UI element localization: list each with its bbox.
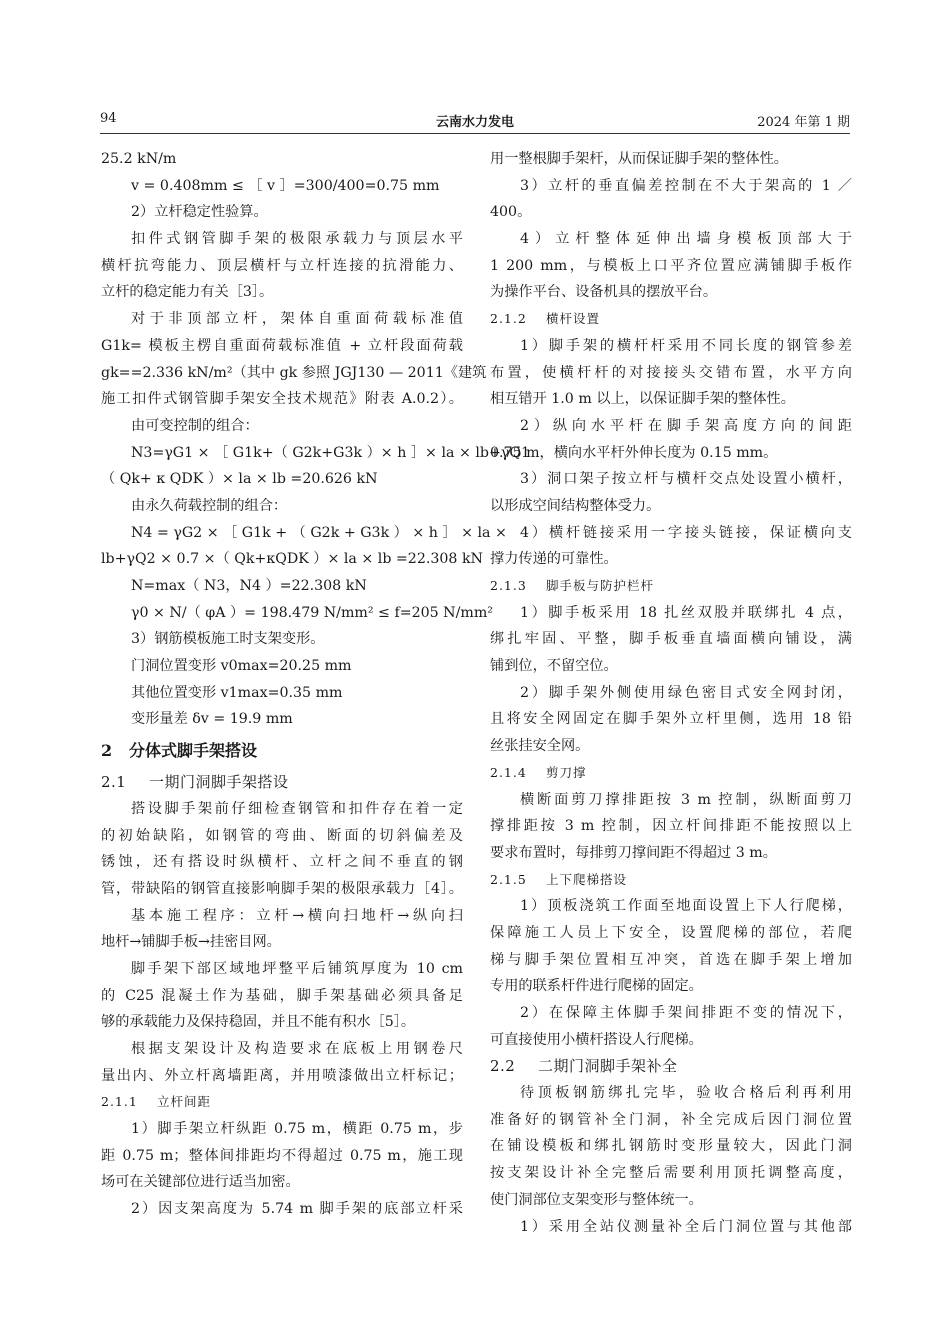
text-line: 1）脚手架立杆纵距 0.75 m，横距 0.75 m，步 [131, 1121, 463, 1138]
text-line: 铺到位，不留空位。 [490, 658, 618, 675]
text-line: 使门洞部位支架变形与整体统一。 [490, 1191, 703, 1208]
running-header [100, 111, 850, 134]
text-line: 0.75 m，横向水平杆外伸长度为 0.15 mm。 [490, 444, 778, 461]
text-line: 以形成空间结构整体受力。 [490, 497, 661, 514]
text-line: 2）立杆稳定性验算。 [131, 204, 268, 221]
text-line: 布置，使横杆杆的对接接头交错布置，水平方向 [490, 364, 852, 381]
text-line: 地杆→铺脚手板→挂密目网。 [101, 934, 281, 951]
text-line: 3）立杆的垂直偏差控制在不大于架高的 1 ／ [520, 177, 852, 194]
text-line: 绑扎牢固、平整，脚手板垂直墙面横向铺设，满 [490, 631, 852, 648]
subsubsection-heading: 2.1.5 上下爬梯搭设 [490, 871, 628, 887]
text-line: 准备好的钢管补全门洞，补全完成后因门洞位置 [490, 1111, 852, 1128]
text-line: 管，带缺陷的钢管直接影响脚手架的极限承载力［4］。 [101, 880, 463, 897]
subsubsection-heading: 2.1.2 横杆设置 [490, 311, 601, 327]
text-line: （ Qk+ κ QDK ）× la × lb =20.626 kN [101, 471, 378, 488]
subsection-heading: 2.2 二期门洞脚手架补全 [490, 1057, 678, 1076]
text-line: 且将安全网固定在脚手架外立杆里侧，选用 18 铅 [490, 711, 852, 728]
text-line: 在铺设模板和绑扎钢筋时变形量较大，因此门洞 [490, 1138, 852, 1155]
section-heading: 2 分体式脚手架搭设 [101, 741, 258, 761]
text-line: 2）在保障主体脚手架间排距不变的情况下， [520, 1005, 852, 1021]
text-block [490, 333, 852, 573]
text-line: 2）纵向水平杆在脚手架高度方向的间距 [520, 417, 852, 434]
text-line: 丝张挂安全网。 [490, 738, 590, 755]
text-line: 量出内、外立杆离墙距离，并用喷漆做出立杆标记； [101, 1067, 463, 1084]
text-line: 场可在关键部位进行适当加密。 [101, 1174, 300, 1191]
text-line: 相互错开 1.0 m 以上，以保证脚手架的整体性。 [490, 391, 795, 408]
text-line: gk==2.336 kN/m²（其中 gk 参照 JGJ130 — 2011《建筑 [101, 364, 487, 381]
text-line: 够的承载能力及保持稳固，并且不能有积水［5］。 [101, 1014, 416, 1031]
text-line: 1）脚手板采用 18 扎丝双股并联绑扎 4 点， [520, 604, 852, 621]
text-line: γ0 × N/（ φA ）= 198.479 N/mm² ≤ f=205 N/mm² [131, 604, 493, 621]
text-line: 其他位置变形 v1max=0.35 mm [131, 684, 343, 701]
text-line: 锈蚀，还有搭设时纵横杆、立杆之间不垂直的钢 [101, 854, 463, 871]
subsection-heading: 2.1 一期门洞脚手架搭设 [101, 773, 289, 792]
text-line: 25.2 kN/m [101, 151, 177, 167]
subsubsection-heading: 2.1.1 立杆间距 [101, 1094, 212, 1110]
text-line: 梯与脚手架位置相互冲突，首选在脚手架上增加 [490, 951, 852, 968]
text-line: 待顶板钢筋绑扎完毕，验收合格后利再利用 [520, 1085, 852, 1102]
text-line: 3）洞口架子按立杆与横杆交点处设置小横杆， [520, 471, 852, 488]
text-line: 扣件式钢管脚手架的极限承载力与顶层水平 [131, 231, 463, 248]
text-block [490, 600, 852, 760]
text-line: 要求布置时，每排剪刀撑间距不得超过 3 m。 [490, 844, 777, 861]
text-line: 2）脚手架外侧使用绿色密目式安全网封闭， [520, 684, 852, 701]
text-line: 1 200 mm，与模板上口平齐位置应满铺脚手板作 [490, 257, 852, 274]
text-line: 门洞位置变形 v0max=20.25 mm [131, 658, 352, 675]
text-line: 2）因支架高度为 5.74 m 脚手架的底部立杆采 [131, 1201, 463, 1218]
journal-title: 云南水力发电 [435, 115, 514, 130]
text-line: lb+γQ2 × 0.7 ×（ Qk+κQDK ）× la × lb =22.308 kN [101, 551, 483, 568]
page-number: 94 [100, 111, 117, 126]
text-line: 4）横杆链接采用一字接头链接，保证横向支 [520, 524, 852, 541]
text-line: 为操作平台、设备机具的摆放平台。 [490, 284, 718, 301]
text-line: 对于非顶部立杆，架体自重面荷载标准值 [131, 311, 463, 328]
text-line: N4 = γG2 × ［ G1k + （ G2k + G3k ） × h ］ × la × [131, 524, 507, 541]
left-column [101, 146, 530, 1223]
text-line: 按支架设计补全完整后需要利用顶托调整高度， [490, 1165, 852, 1182]
text-block [101, 1116, 463, 1223]
issue-label: 2024 年第 1 期 [757, 115, 850, 130]
text-line: 的 C25 混凝土作为基础，脚手架基础必须具备足 [101, 987, 463, 1004]
text-block [101, 796, 463, 1090]
text-block [101, 146, 530, 733]
text-line: 撑力传递的可靠性。 [490, 551, 618, 568]
text-line: 4）立杆整体延伸出墙身模板顶部大于 [520, 231, 852, 248]
text-line: G1k= 模板主楞自重面荷载标准值 + 立杆段面荷载 [101, 337, 463, 354]
text-block [490, 893, 852, 1053]
text-line: 用一整根脚手架杆，从而保证脚手架的整体性。 [490, 151, 788, 167]
subsubsection-heading: 2.1.4 剪刀撑 [490, 764, 587, 780]
text-line: 基本施工程序：立杆→横向扫地杆→纵向扫 [131, 907, 463, 924]
text-line: 400。 [490, 204, 532, 221]
right-column [490, 146, 852, 1240]
text-line: 根据支架设计及构造要求在底板上用钢卷尺 [131, 1041, 463, 1057]
text-line: 的初始缺陷，如钢管的弯曲、断面的切斜偏差及 [101, 827, 463, 844]
text-line: 变形量差 δv = 19.9 mm [131, 711, 293, 728]
text-line: 3）钢筋模板施工时支架变形。 [131, 631, 325, 648]
text-block [490, 1080, 852, 1240]
text-line: 搭设脚手架前仔细检查钢管和扣件存在着一定 [131, 800, 463, 817]
text-line: 专用的联系杆件进行爬梯的固定。 [490, 978, 703, 995]
text-line: 由永久荷载控制的组合： [131, 497, 288, 514]
text-line: 1）采用全站仪测量补全后门洞位置与其他部 [520, 1218, 852, 1235]
text-block [490, 787, 852, 867]
text-line: 脚手架下部区域地坪整平后铺筑厚度为 10 cm [131, 960, 463, 977]
text-line: 可直接使用小横杆搭设人行爬梯。 [490, 1031, 703, 1048]
text-line: 由可变控制的组合： [131, 417, 259, 434]
text-line: 撑排距按 3 m 控制，因立杆间排距不能按照以上 [490, 818, 852, 835]
text-block [490, 146, 852, 306]
text-line: v = 0.408mm ≤ ［ v ］=300/400=0.75 mm [131, 177, 440, 194]
text-line: 横杆抗弯能力、顶层横杆与立杆连接的抗滑能力、 [101, 257, 463, 274]
text-line: 保障施工人员上下安全，设置爬梯的部位，若爬 [490, 924, 852, 941]
text-line: 距 0.75 m；整体间排距均不得超过 0.75 m，施工现 [101, 1147, 463, 1164]
text-line: 横断面剪刀撑排距按 3 m 控制，纵断面剪刀 [520, 791, 852, 808]
text-line: 施工扣件式钢管脚手架安全技术规范》附表 A.0.2）。 [101, 391, 463, 408]
text-line: 1）脚手架的横杆杆采用不同长度的钢管参差 [520, 337, 852, 354]
text-line: 立杆的稳定能力有关［3］。 [101, 284, 274, 301]
subsubsection-heading: 2.1.3 脚手板与防护栏杆 [490, 578, 655, 593]
text-line: N=max（ N3，N4 ）=22.308 kN [131, 578, 367, 594]
text-line: 1）顶板浇筑工作面至地面设置上下人行爬梯， [520, 898, 852, 915]
text-line: N3=γG1 × ［ G1k+（ G2k+G3k ）× h ］× la × lb+γQ1 [131, 444, 530, 461]
